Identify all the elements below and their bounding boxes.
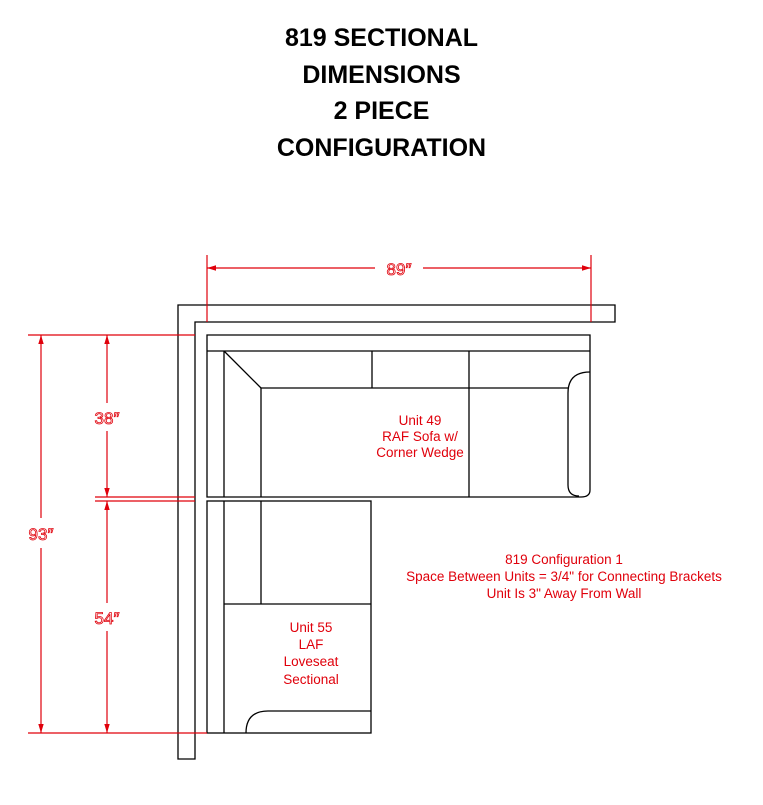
title-line-2: DIMENSIONS xyxy=(302,60,461,89)
unit-49-line-2: RAF Sofa w/ xyxy=(382,429,458,444)
note-line-2: Space Between Units = 3/4" for Connecting Brackets xyxy=(406,569,722,584)
unit-55-label xyxy=(283,620,339,687)
total-depth-label: 93″ xyxy=(28,525,54,544)
dimension-total-depth xyxy=(29,335,54,733)
unit-49-line-3: Corner Wedge xyxy=(376,445,464,460)
unit-55-line-3: Loveseat xyxy=(283,654,339,669)
unit-55-line-4: Sectional xyxy=(283,672,339,687)
width-label: 89″ xyxy=(386,260,412,279)
configuration-notes xyxy=(406,552,722,601)
title-line-1: 819 SECTIONAL xyxy=(284,24,479,52)
sofa-depth-label: 38″ xyxy=(94,409,120,428)
dimension-width xyxy=(207,255,591,322)
unit-55-line-1: Unit 55 xyxy=(289,620,333,635)
dimension-loveseat-depth xyxy=(95,501,120,733)
title-line-3: 2 PIECE xyxy=(333,97,430,125)
note-line-3: Unit Is 3" Away From Wall xyxy=(486,586,642,601)
unit-55-line-2: LAF xyxy=(298,637,324,652)
title-line-4: CONFIGURATION xyxy=(276,133,487,162)
unit-49-label xyxy=(376,413,464,460)
unit-55-loveseat-drawing xyxy=(207,501,371,733)
unit-49-line-1: Unit 49 xyxy=(398,413,442,428)
dimension-extension-lines xyxy=(28,335,207,733)
loveseat-depth-label: 54″ xyxy=(94,609,120,628)
note-line-1: 819 Configuration 1 xyxy=(505,552,623,567)
wall-outline xyxy=(178,305,615,759)
dimension-sofa-depth xyxy=(95,335,120,497)
